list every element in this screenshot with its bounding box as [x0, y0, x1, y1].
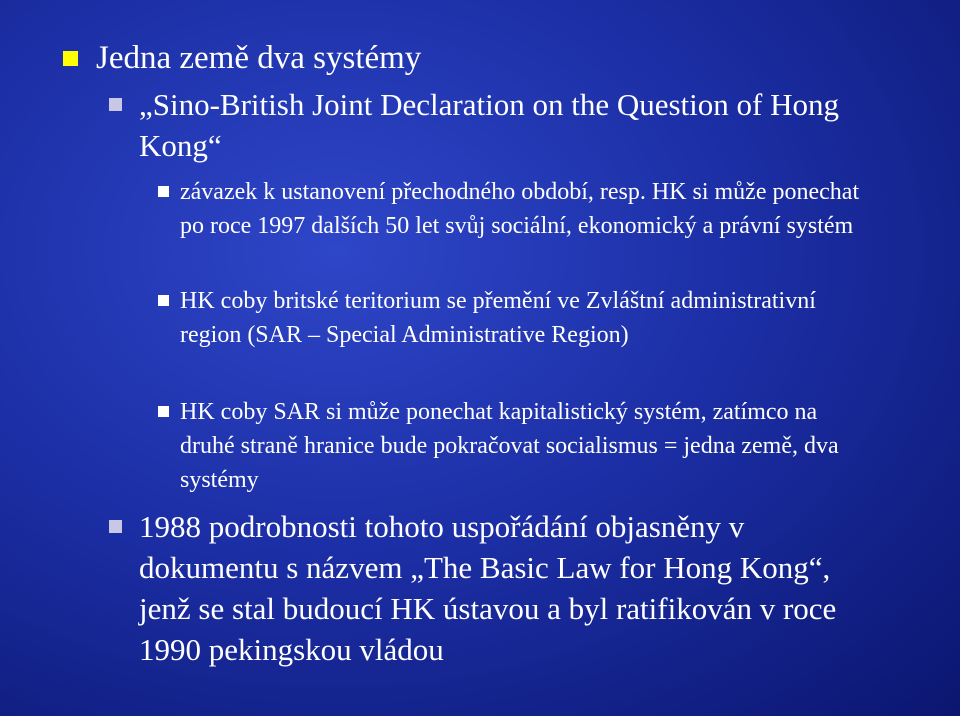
bullet-basic-law	[139, 506, 879, 670]
sar-region-text: HK coby britské teritorium se přemění ve Zvláštní administrativní region (SAR – Special Administrative Region)	[180, 288, 816, 348]
bullet-heading	[96, 38, 936, 78]
sino-british-text: „Sino-British Joint Declaration on the Question of Hong Kong“	[139, 87, 839, 163]
sub-bullet-transition-period	[180, 175, 880, 243]
sub-bullet-one-country-two-systems	[180, 395, 860, 497]
heading-text: Jedna země dva systémy	[96, 40, 422, 76]
sub-bullet-sar-region	[180, 284, 860, 352]
square-bullet-icon	[158, 186, 169, 197]
square-bullet-icon	[109, 98, 122, 111]
square-bullet-icon	[109, 520, 122, 533]
transition-period-text: závazek k ustanovení přechodného období, resp. HK si může ponechat po roce 1997 dalších 50 let svůj sociální, ekonomický a právní systém	[180, 179, 860, 239]
square-bullet-icon	[158, 295, 169, 306]
bullet-sino-british-declaration	[139, 84, 899, 166]
basic-law-text: 1988 podrobnosti tohoto uspořádání objasněny v dokumentu s názvem „The Basic Law for Hong Kong“, jenž se stal budoucí HK ústavou a byl ratifikován v roce 1990 pekingskou vládou	[139, 509, 837, 667]
square-bullet-icon	[63, 51, 78, 66]
one-country-two-systems-text: HK coby SAR si může ponechat kapitalistický systém, zatímco na druhé straně hranice bude pokračovat socialismus = jedna země, dva systémy	[180, 399, 839, 493]
square-bullet-icon	[158, 406, 169, 417]
